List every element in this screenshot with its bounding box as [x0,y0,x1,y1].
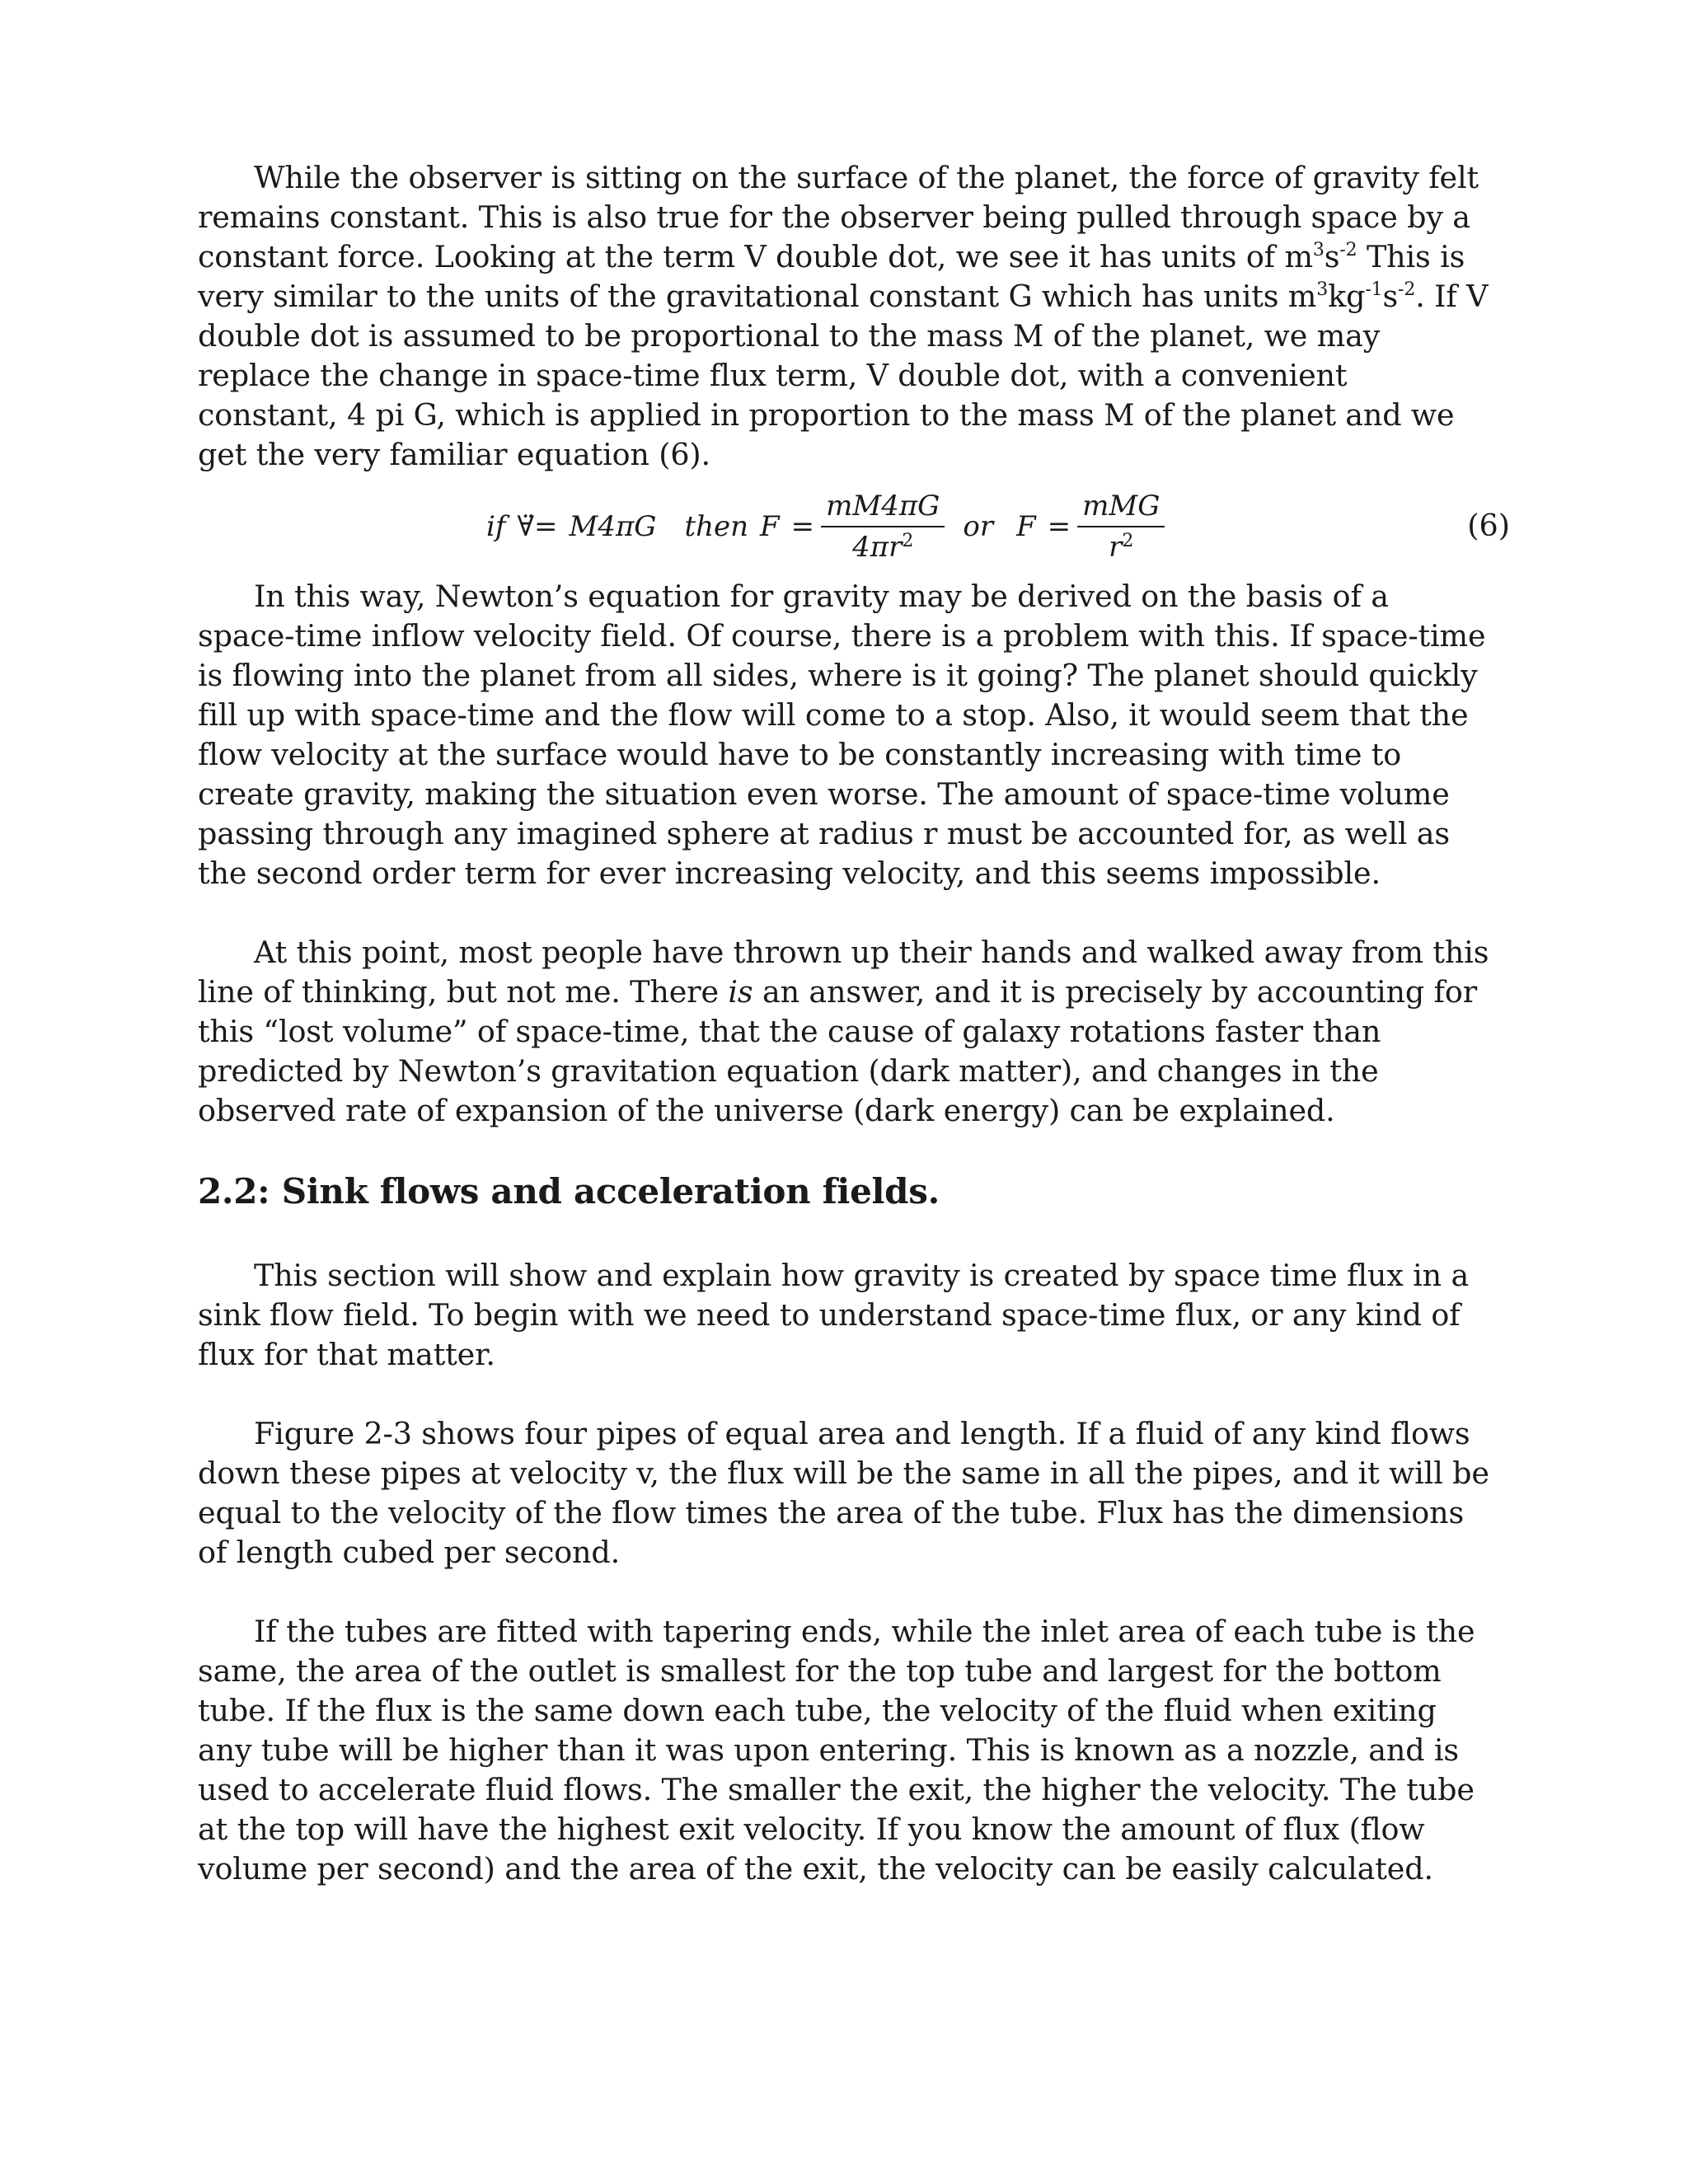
equation-number: (6) [1467,508,1510,543]
text-span: While the observer is sitting on the surface of the planet, the force of gravity felt remains constant. This is also true for the observer being pulled through space by a constant force. Looking at the term V double dot, we see it has units of m [198,160,1479,274]
eq-if: if [486,510,506,543]
text-span: This is very similar to the units of the gravitational constant G which has units m [198,239,1465,314]
paragraph-four-pipes: Figure 2-3 shows four pipes of equal area and length. If a fluid of any kind flows down these pipes at velocity v, the flux will be the same in all the pipes, and it will be equal to the velocity of the flow times the area of the tube. Flux has the dimensions of length cubed per second. [198,1416,1489,1570]
den-exponent: 2 [902,531,914,551]
text-span: At this point, most people have thrown up their hands and walked away from this line of thinking, but not me. There [198,935,1489,1010]
superscript: -1 [1365,279,1383,300]
eq-v-double-dot: ∀̈ [517,510,534,543]
eq-f: F [760,510,780,543]
eq-or: or [963,510,994,543]
paragraph-newton-derivation: In this way, Newton’s equation for gravity may be derived on the basis of a space-time inflow velocity field. Of course, there is a problem with this. If space-time is flowing into the planet from all sides, where is it going? The planet should quickly fill up with space-time and the flow will come to a stop. Also, it would seem that the flow velocity at the surface would have to be constantly increasing with time to create gravity, making the situation even worse. The amount of space-time volume passing through any imagined sphere at radius r must be accounted for, as well as the second order term for ever increasing velocity, and this seems impossible. [198,579,1486,891]
eq-equals: = [534,510,558,543]
eq-f: F [1016,510,1036,543]
text-span: s [1382,279,1399,314]
superscript: -2 [1339,240,1357,260]
den-exponent: 2 [1122,531,1134,551]
equation-6 [198,478,1510,575]
eq-rhs: M4πG [569,510,657,543]
paragraph-gravity-constant [198,158,1492,475]
eq-then: then [684,510,749,543]
superscript: 3 [1316,279,1329,300]
eq-equals: = [790,510,815,543]
superscript: 3 [1312,240,1325,260]
section-heading: 2.2: Sink flows and acceleration fields. [198,1171,940,1212]
emphasis: is [728,974,753,1010]
text-span: kg [1328,279,1366,314]
fraction-denominator [1104,527,1138,564]
fraction-2 [1077,490,1165,564]
paragraph-lost-volume [198,933,1492,1131]
text-span: . If V double dot is assumed to be proportional to the mass M of the planet, we may replace the change in space-time flux term, V double dot, with a convenient constant, 4 pi G, which is applied in proportion to the mass M of the planet and we get the very familiar equation (6). [198,279,1489,472]
fraction-denominator [847,527,918,564]
equation-body [486,478,1171,575]
paragraph-section-intro: This section will show and explain how gravity is created by space time flux in a sink flow field. To begin with we need to understand space-time flux, or any kind of flux for that matter. [198,1258,1470,1372]
fraction-1 [821,490,945,564]
den-base: r [1109,531,1123,564]
superscript: -2 [1398,279,1416,300]
fraction-numerator: mM4πG [821,490,945,527]
text-span: s [1324,239,1340,274]
den-base: 4πr [852,531,903,564]
paragraph-nozzle: If the tubes are fitted with tapering ends, while the inlet area of each tube is the same, the area of the outlet is smallest for the top tube and largest for the bottom tube. If the flux is the same down each tube, the velocity of the fluid when exiting any tube will be higher than it was upon entering. This is known as a nozzle, and is used to accelerate fluid flows. The smaller the exit, the higher the velocity. The tube at the top will have the highest exit velocity. If you know the amount of flux (flow volume per second) and the area of the exit, the velocity can be easily calculated. [198,1614,1475,1886]
document-page [198,158,1510,1889]
text-span: an answer, and it is precisely by accounting for this “lost volume” of space-time, that the cause of galaxy rotations faster than predicted by Newton’s gravitation equation (dark matter), and changes in the observed rate of expansion of the universe (dark energy) can be explained. [198,974,1478,1128]
fraction-numerator: mMG [1077,490,1165,527]
eq-equals: = [1047,510,1071,543]
